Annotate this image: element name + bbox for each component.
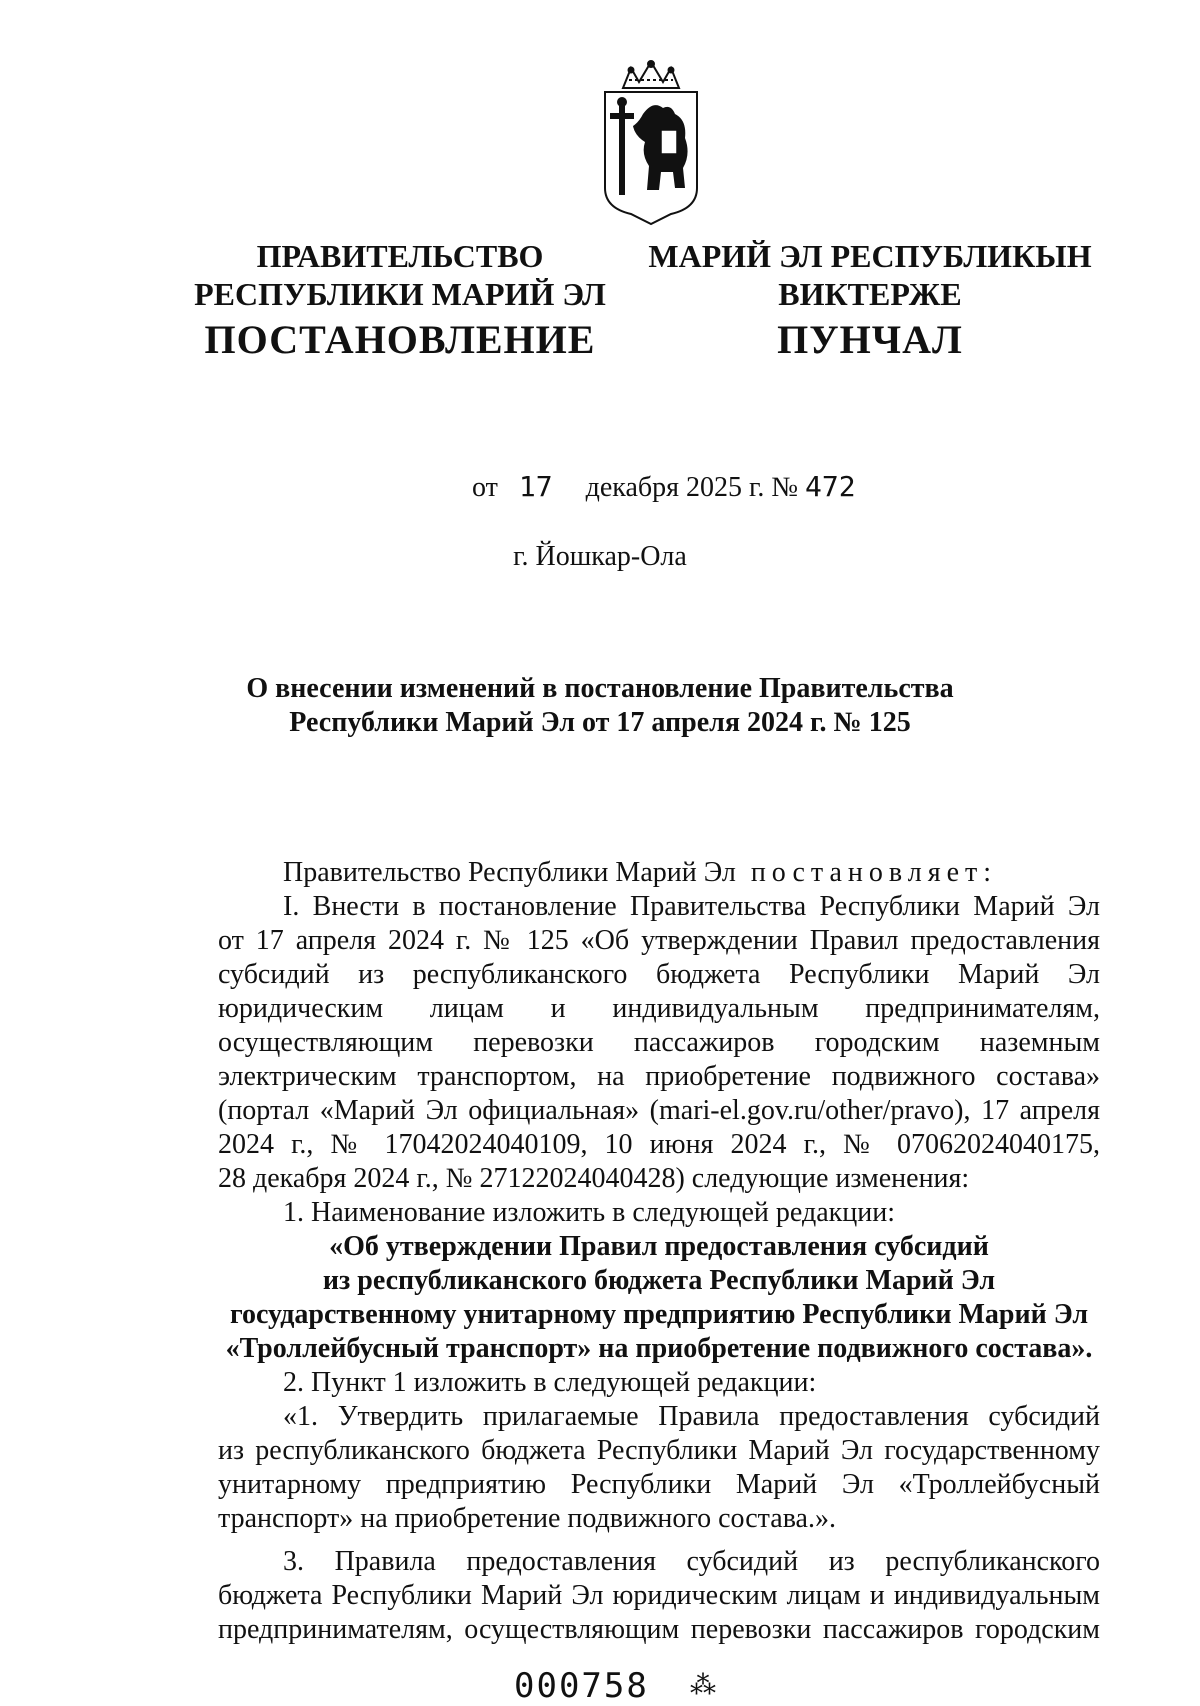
header-right-line1: МАРИЙ ЭЛ РЕСПУБЛИКЫН xyxy=(648,238,1092,274)
date-month-year: декабря 2025 г. № xyxy=(585,472,799,503)
bold-block-line: государственному унитарному предприятию Республики Марий Эл xyxy=(229,1299,1089,1330)
p2-line: транспорт» на приобретение подвижного состава.». xyxy=(218,1503,836,1534)
header-left-line1: ПРАВИТЕЛЬСТВО xyxy=(256,238,544,274)
item1: 1. Наименование изложить в следующей редакции: xyxy=(283,1197,895,1228)
item2: 2. Пункт 1 изложить в следующей редакции: xyxy=(283,1367,817,1398)
bold-block-line: из республиканского бюджета Республики Марий Эл xyxy=(322,1265,996,1296)
header-right-doc-type: ПУНЧАЛ xyxy=(777,317,963,362)
bold-block-line: «Троллейбусный транспорт» на приобретение подвижного состава». xyxy=(225,1333,1093,1364)
p1-line: 2024 г., № 17042024040109, 10 июня 2024 г., № 07062024040175, xyxy=(218,1129,1100,1160)
p1-line: осуществляющим перевозки пассажиров городским наземным xyxy=(218,1027,1100,1058)
p1-line: (портал «Марий Эл официальная» (mari-el.gov.ru/other/pravo), 17 апреля xyxy=(218,1095,1100,1126)
p3-line: бюджета Республики Марий Эл юридическим лицам и индивидуальным xyxy=(218,1580,1100,1611)
decree-word: постановляет: xyxy=(750,857,998,888)
p2-line: унитарному предприятию Республики Марий Эл «Троллейбусный xyxy=(218,1469,1100,1500)
p1-line: от 17 апреля 2024 г. № 125 «Об утверждении Правил предоставления xyxy=(218,925,1100,956)
p1-line: субсидий из республиканского бюджета Республики Марий Эл xyxy=(218,959,1100,990)
p3-line: предпринимателям, осуществляющим перевозки пассажиров городским xyxy=(218,1614,1100,1645)
city-line: г. Йошкар-Ола xyxy=(513,541,687,572)
title-line2: Республики Марий Эл от 17 апреля 2024 г. № 125 xyxy=(289,707,911,738)
p1-line: электрическим транспортом, на приобретение подвижного состава» xyxy=(218,1061,1100,1092)
ornament-icon: ⁂ xyxy=(690,1671,716,1700)
header-right-line2: ВИКТЕРЖЕ xyxy=(778,276,962,312)
p1-line: юридическим лицам и индивидуальным предпринимателям, xyxy=(218,993,1100,1024)
document-number: 472 xyxy=(805,470,856,503)
p1-line: I. Внести в постановление Правительства Республики Марий Эл xyxy=(283,891,1100,922)
p1-line: 28 декабря 2024 г., № 27122024040428) следующие изменения: xyxy=(218,1163,970,1194)
coat-of-arms-emblem xyxy=(601,58,701,228)
date-day: 17 xyxy=(518,470,553,503)
serial-number: 000758 xyxy=(514,1666,649,1706)
p3-line: 3. Правила предоставления субсидий из республиканского xyxy=(283,1546,1100,1577)
p2-line: «1. Утвердить прилагаемые Правила предоставления субсидий xyxy=(283,1401,1100,1432)
intro-text: Правительство Республики Марий Эл xyxy=(283,857,736,888)
date-line xyxy=(472,470,856,504)
p2-line: из республиканского бюджета Республики Марий Эл государственному xyxy=(218,1435,1100,1466)
date-prefix: от xyxy=(472,472,498,503)
header-left-doc-type: ПОСТАНОВЛЕНИЕ xyxy=(204,317,596,362)
bold-block-line: «Об утверждении Правил предоставления субсидий xyxy=(329,1231,989,1262)
title-line1: О внесении изменений в постановление Правительства xyxy=(246,673,954,704)
intro-line xyxy=(283,856,997,889)
header-left-line2: РЕСПУБЛИКИ МАРИЙ ЭЛ xyxy=(194,276,606,312)
